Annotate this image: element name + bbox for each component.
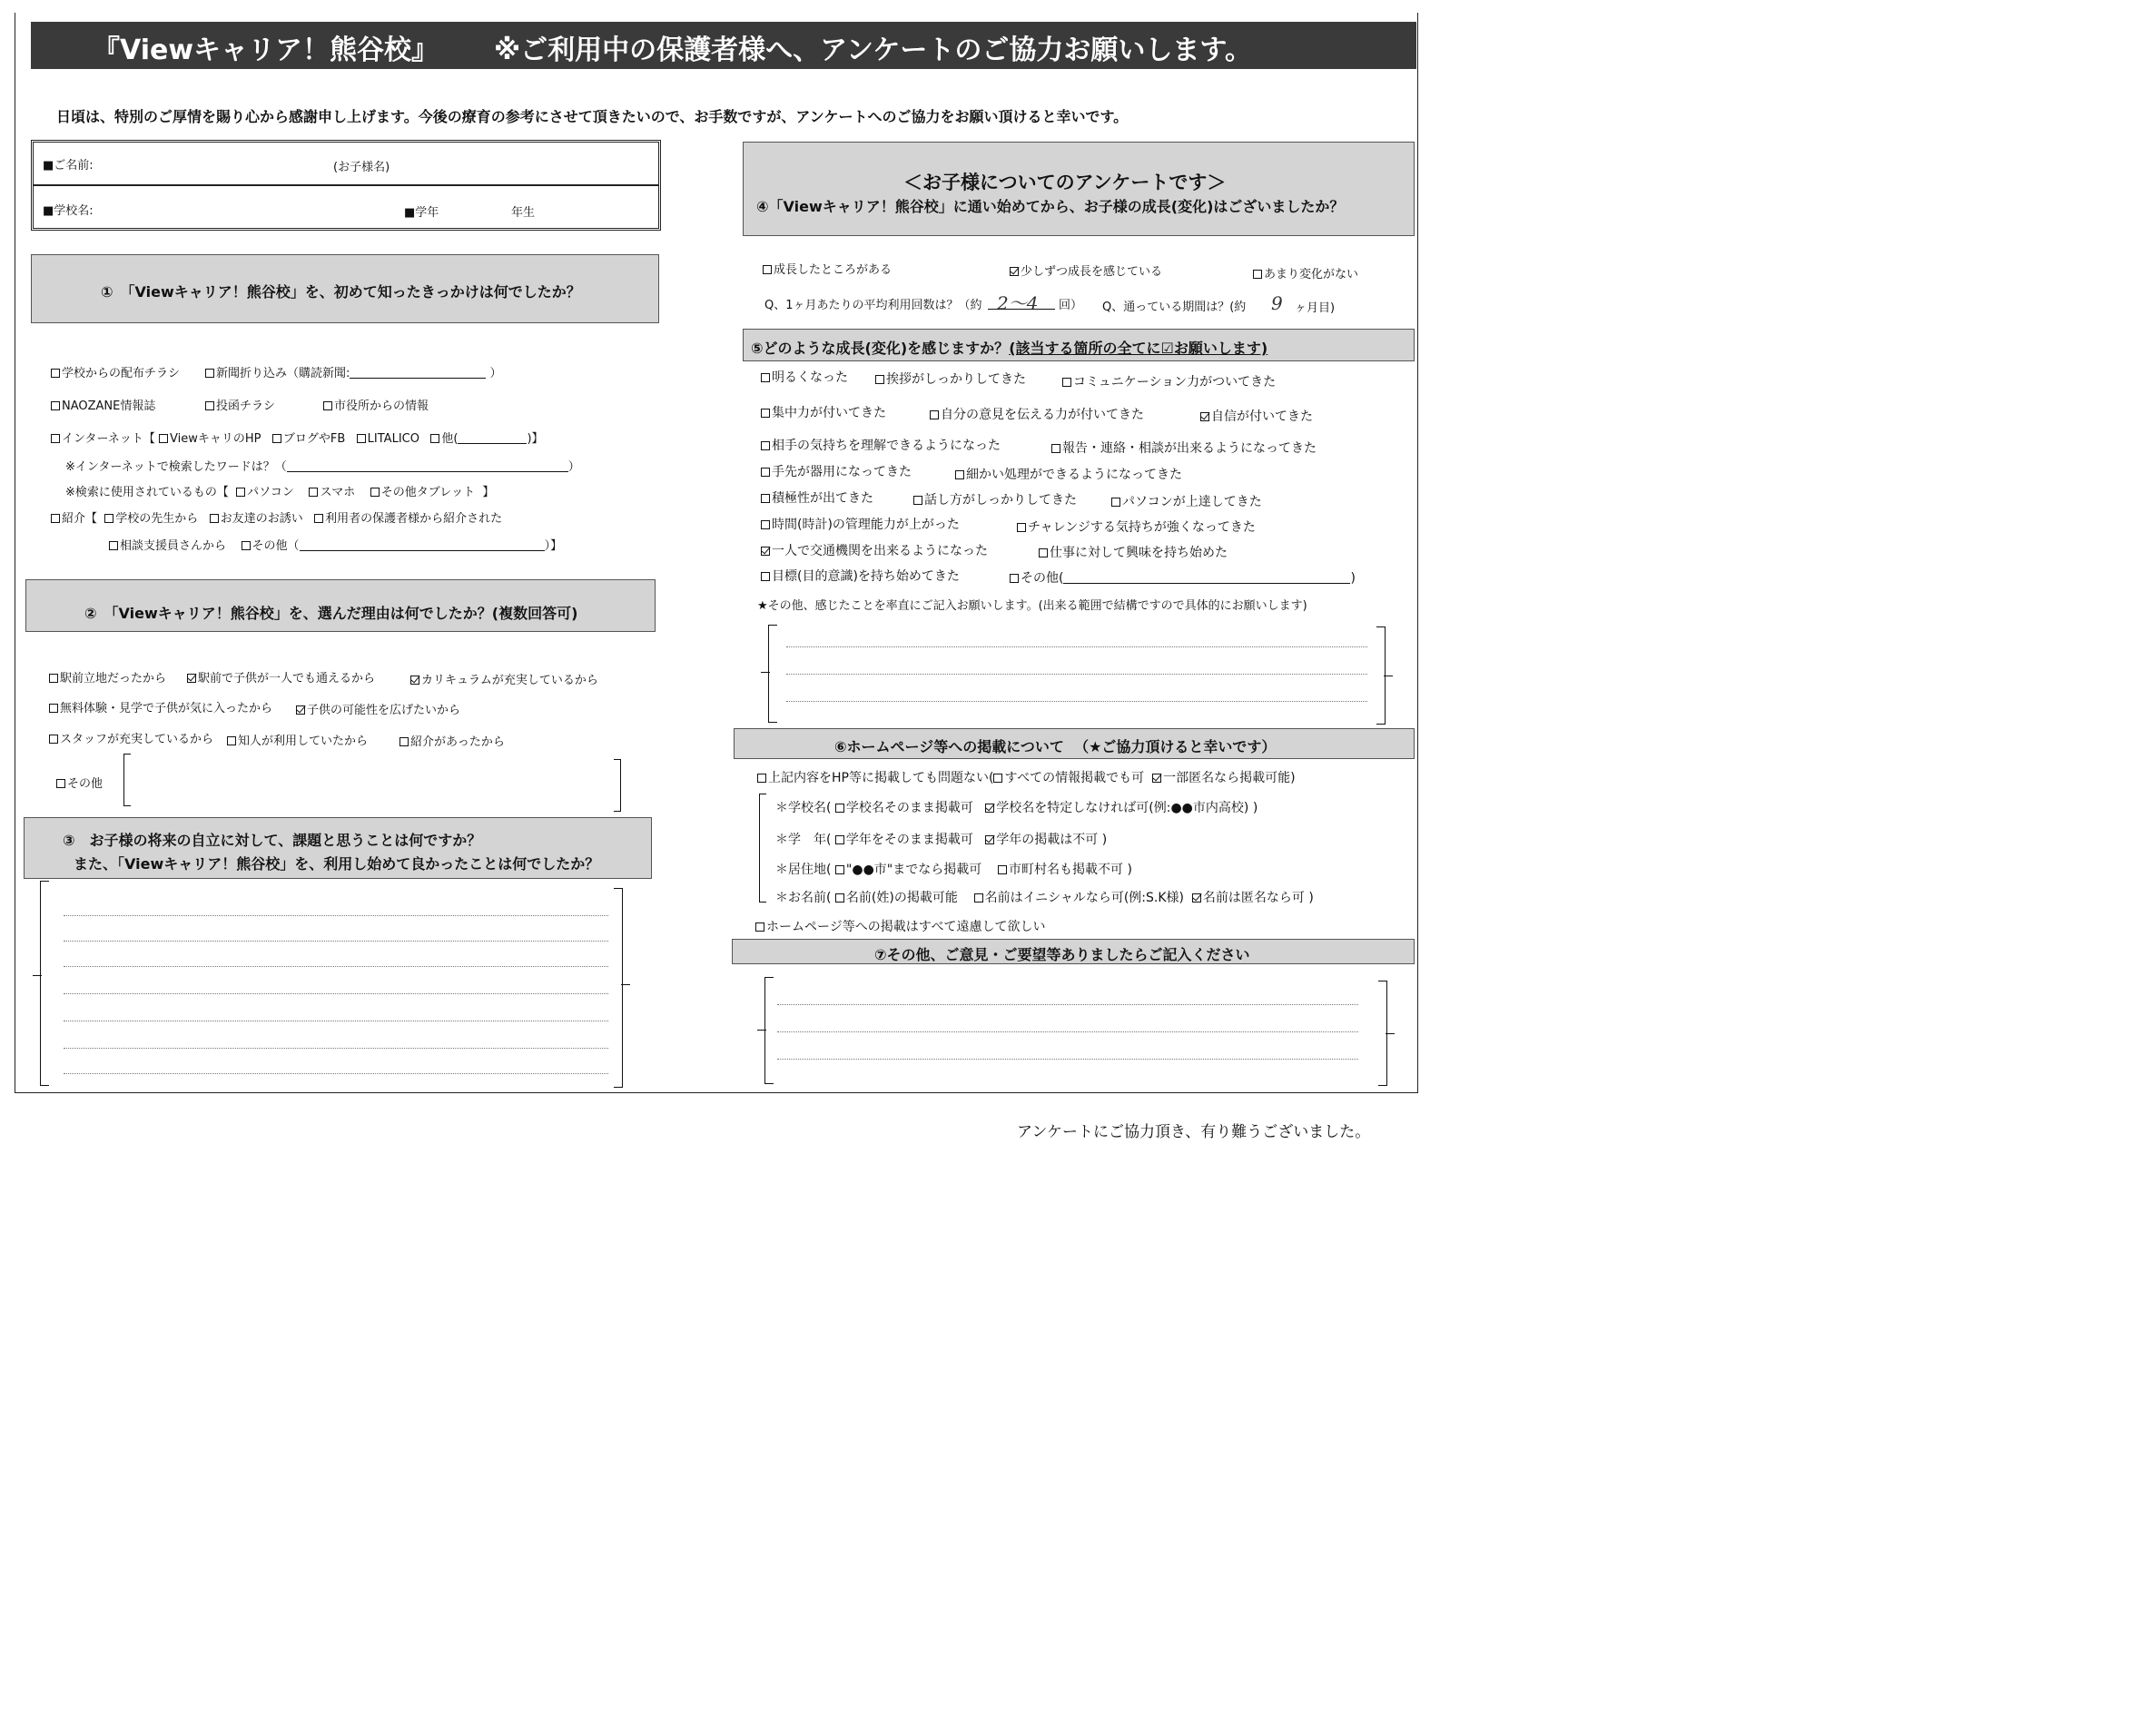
q1-option-newspaper[interactable]: 新聞折り込み（購読新聞: ） [205, 363, 502, 380]
checked-checkbox-icon[interactable] [985, 835, 994, 844]
q5-title: ⑤どのような成長(変化)を感じますか？(該当する箇所の全てに☑お願いします) [751, 340, 1268, 357]
q5-item-focus[interactable]: 集中力が付いてきた [761, 403, 886, 421]
q4-heading: ＜お子様についてのアンケートです＞ [903, 172, 1227, 193]
checked-checkbox-icon[interactable] [1192, 893, 1201, 903]
q3-line [64, 966, 608, 967]
q2-option-potential[interactable]: 子供の可能性を広げたいから [296, 700, 460, 717]
checkbox-icon[interactable] [370, 488, 380, 497]
name-row [34, 143, 658, 186]
checkbox-icon[interactable] [1017, 523, 1026, 532]
q4-header [743, 142, 1415, 236]
q1-option-referral[interactable]: 紹介【 学校の先生から お友達のお誘い 利用者の保護者様から紹介された [51, 508, 502, 526]
q6-option-refuse[interactable]: ホームページ等への掲載はすべて遠慮して欲しい [755, 917, 1045, 935]
intro-text: 日頃は、特別のご厚情を賜り心から感謝申し上げます。今後の療育の参考にさせて頂きたいので、お手数ですが、アンケートへのご協力をお願い頂けると幸いです。 [56, 108, 1129, 125]
q2-title: ② 「Viewキャリア！熊谷校」を、選んだ理由は何でしたか？(複数回答可) [84, 605, 578, 622]
q4-period: Q、通っている期間は？(約 [1102, 301, 1247, 314]
q5-item-communication[interactable]: コミュニケーション力がついてきた [1062, 372, 1276, 390]
q5-item-pc[interactable]: パソコンが上達してきた [1111, 492, 1262, 510]
checkbox-icon[interactable] [309, 488, 318, 497]
checkbox-icon[interactable] [761, 494, 770, 503]
checkbox-icon[interactable] [835, 804, 844, 813]
q4-frequency-unit: 回） [1059, 299, 1083, 312]
q7-header [732, 939, 1415, 964]
q4-option-no-change[interactable]: あまり変化がない [1253, 264, 1358, 281]
q5-item-speech[interactable]: 話し方がしっかりしてきた [913, 490, 1077, 508]
checked-checkbox-icon[interactable] [761, 547, 770, 556]
q7-bracket-left [764, 977, 774, 1084]
q2-option-staff[interactable]: スタッフが充実しているから [49, 729, 213, 746]
checked-checkbox-icon[interactable] [187, 674, 196, 683]
q3-bracket-right [614, 888, 623, 1088]
q7-line [777, 1031, 1358, 1032]
q5-item-confidence[interactable]: 自信が付いてきた [1200, 407, 1313, 425]
checkbox-icon[interactable] [974, 893, 983, 903]
q3-line [64, 915, 608, 916]
q5-item-challenge[interactable]: チャレンジする気持ちが強くなってきた [1017, 518, 1256, 536]
checkbox-icon[interactable] [835, 835, 844, 844]
grade-label: ■学年 [404, 206, 439, 220]
q3-bracket-tick [621, 984, 630, 985]
q5-item-bright[interactable]: 明るくなった [761, 368, 848, 386]
q5-item-empathy[interactable]: 相手の気持ちを理解できるようになった [761, 436, 1001, 454]
q3-line [64, 1048, 608, 1049]
checkbox-icon[interactable] [761, 572, 770, 581]
q3-bracket-left [40, 881, 49, 1086]
q4-frequency: Q、1ヶ月あたりの平均利用回数は？（約 [764, 299, 982, 312]
checked-checkbox-icon[interactable] [1010, 267, 1019, 276]
checkbox-icon[interactable] [272, 434, 281, 443]
q5-item-detail[interactable]: 細かい処理ができるようになってきた [955, 465, 1182, 483]
q1-option-posting-flyer[interactable]: 投函チラシ [205, 396, 275, 413]
q6-school: ＊学校名( 学校名そのまま掲載可 学校名を特定しなければ可(例:●●市内高校) ) [775, 801, 1258, 815]
q6-option-ok[interactable]: 上記内容をHP等に掲載しても問題ない( すべての情報掲載でも可 一部匿名なら掲載可能) [757, 768, 1296, 786]
q1-option-internet[interactable]: インターネット【 ViewキャリのHP ブログやFB LITALICO 他( )】 [51, 429, 544, 446]
q2-other-bracket-left [123, 754, 131, 806]
checkbox-icon[interactable] [993, 774, 1002, 783]
checkbox-icon[interactable] [930, 410, 939, 419]
checkbox-icon[interactable] [323, 401, 332, 410]
q5-item-initiative[interactable]: 積極性が出てきた [761, 488, 873, 507]
q1-search-word[interactable]: ※インターネットで検索したワードは？（ ） [65, 460, 580, 474]
checked-checkbox-icon[interactable] [985, 804, 994, 813]
q4-period-value[interactable]: 9 [1271, 292, 1283, 314]
thanks-message: アンケートにご協力頂き、有り難うございました。 [1017, 1123, 1371, 1141]
checkbox-icon[interactable] [236, 488, 245, 497]
request-title: ※ご利用中の保護者様へ、アンケートのご協力お願いします。 [494, 35, 1252, 66]
q3-line [64, 993, 608, 994]
q5-item-report[interactable]: 報告・連絡・相談が出来るようになってきた [1051, 439, 1317, 457]
checkbox-icon[interactable] [761, 468, 770, 477]
checkbox-icon[interactable] [51, 514, 60, 523]
q5-item-dexterity[interactable]: 手先が器用になってきた [761, 462, 912, 480]
checkbox-icon[interactable] [109, 541, 118, 550]
q2-option-other[interactable]: その他 [56, 774, 103, 791]
checkbox-icon[interactable] [210, 514, 219, 523]
checkbox-icon[interactable] [104, 514, 113, 523]
name-label: ■ご名前: [43, 159, 94, 173]
checkbox-icon[interactable] [399, 737, 409, 746]
q2-other-bracket-right [614, 759, 621, 812]
q5-item-work[interactable]: 仕事に対して興味を持ち始めた [1039, 543, 1228, 561]
q7-line [777, 1059, 1358, 1060]
child-name-label: (お子様名) [333, 161, 390, 174]
checkbox-icon[interactable] [357, 434, 366, 443]
checkbox-icon[interactable] [205, 401, 214, 410]
q2-option-trial[interactable]: 無料体験・見学で子供が気に入ったから [49, 698, 272, 715]
checkbox-icon[interactable] [1051, 444, 1060, 453]
q1-title: ① 「Viewキャリア！熊谷校」を、初めて知ったきっかけは何でしたか？ [101, 283, 581, 301]
q4-frequency-value[interactable]: 2〜4 [997, 292, 1039, 314]
checkbox-icon[interactable] [875, 375, 884, 384]
checkbox-icon[interactable] [1111, 498, 1120, 507]
checkbox-icon[interactable] [755, 922, 764, 932]
checkbox-icon[interactable] [1039, 548, 1048, 557]
checked-checkbox-icon[interactable] [296, 705, 305, 715]
checkbox-icon[interactable] [314, 514, 323, 523]
q5-item-opinion[interactable]: 自分の意見を伝える力が付いてきた [930, 405, 1144, 423]
q1-option-city-hall[interactable]: 市役所からの情報 [323, 396, 429, 413]
q6-header [734, 728, 1415, 759]
title-bar [31, 22, 1416, 69]
checkbox-icon[interactable] [49, 704, 58, 713]
checkbox-icon[interactable] [1010, 574, 1019, 583]
name-box [31, 140, 661, 231]
q1-search-device: ※検索に使用されているもの【 パソコン スマホ その他タブレット 】 [65, 486, 495, 499]
q2-option-acquaintance[interactable]: 知人が利用していたから [227, 731, 368, 748]
checkbox-icon[interactable] [49, 735, 58, 744]
checkbox-icon[interactable] [761, 441, 770, 450]
q6-name: ＊お名前( 名前(姓)の掲載可能 名前はイニシャルなら可(例:S.K様) 名前は匿名なら可 ) [775, 891, 1314, 905]
checked-checkbox-icon[interactable] [1152, 774, 1161, 783]
q2-header [25, 579, 656, 632]
q3-line [64, 1073, 608, 1074]
q6-grade: ＊学 年( 学年をそのまま掲載可 学年の掲載は不可 ) [775, 833, 1108, 847]
q7-line [777, 1004, 1358, 1005]
q5-item-time[interactable]: 時間(時計)の管理能力が上がった [761, 515, 960, 533]
checkbox-icon[interactable] [242, 541, 251, 550]
q3-line [64, 941, 608, 942]
q2-option-curriculum[interactable]: カリキュラムが充実しているから [410, 670, 598, 687]
school-label: ■学校名: [43, 204, 94, 218]
q5-line [786, 701, 1367, 702]
q1-option-naozane[interactable]: NAOZANE情報誌 [51, 396, 155, 413]
checkbox-icon[interactable] [761, 520, 770, 529]
q6-bracket-left [759, 794, 766, 903]
q2-option-alone[interactable]: 駅前で子供が一人でも通えるから [187, 668, 375, 686]
q3-bracket-tick [33, 975, 42, 976]
checkbox-icon[interactable] [430, 434, 439, 443]
q5-item-other[interactable]: その他( ) [1010, 568, 1356, 587]
q6-title: ⑥ホームページ等への掲載について （★ご協力頂けると幸いです） [834, 738, 1277, 755]
q1-option-referral-2[interactable]: 相談支援員さんから その他（ ）】 [109, 536, 562, 553]
checkbox-icon[interactable] [49, 674, 58, 683]
checkbox-icon[interactable] [835, 865, 844, 874]
q7-bracket-tick [1386, 1033, 1395, 1034]
q1-header [31, 254, 659, 323]
checkbox-icon[interactable] [1253, 270, 1262, 279]
q5-line [786, 674, 1367, 675]
checkbox-icon[interactable] [955, 470, 964, 479]
q7-bracket-tick [757, 1030, 766, 1031]
q4-title: ④「Viewキャリア！熊谷校」に通い始めてから、お子様の成長(変化)はございましたか？ [756, 198, 1345, 215]
q1-option-school-flyer[interactable]: 学校からの配布チラシ [51, 363, 180, 380]
checked-checkbox-icon[interactable] [1200, 412, 1209, 421]
q3-header [24, 817, 652, 879]
checkbox-icon[interactable] [763, 265, 772, 274]
checkbox-icon[interactable] [205, 369, 214, 378]
checkbox-icon[interactable] [761, 409, 770, 418]
q7-title: ⑦その他、ご意見・ご要望等ありましたらご記入ください [874, 946, 1250, 963]
checkbox-icon[interactable] [1062, 378, 1071, 387]
checked-checkbox-icon[interactable] [410, 676, 419, 685]
grade-unit: 年生 [511, 206, 536, 220]
q4-period-unit: ヶ月目) [1295, 301, 1336, 315]
q4-option-grown[interactable]: 成長したところがある [763, 260, 892, 277]
q5-header [743, 329, 1415, 361]
checkbox-icon[interactable] [227, 736, 236, 745]
checkbox-icon[interactable] [835, 893, 844, 903]
checkbox-icon[interactable] [56, 779, 65, 788]
school-row [34, 188, 658, 232]
q5-line [786, 646, 1367, 647]
checkbox-icon[interactable] [51, 434, 60, 443]
checkbox-icon[interactable] [761, 373, 770, 382]
q5-note: ★その他、感じたことを率直にご記入お願いします。(出来る範囲で結構ですので具体的にお願いします) [757, 599, 1307, 613]
checkbox-icon[interactable] [913, 496, 922, 505]
q4-option-gradual[interactable]: 少しずつ成長を感じている [1010, 261, 1162, 279]
q5-item-goal[interactable]: 目標(目的意識)を持ち始めてきた [761, 567, 960, 585]
q5-item-greeting[interactable]: 挨拶がしっかりしてきた [875, 370, 1026, 388]
school-title: 『Viewキャリア！熊谷校』 [93, 35, 439, 66]
q3-title-1: ③ お子様の将来の自立に対して、課題と思うことは何ですか？ [63, 832, 482, 849]
q4-frequency-underline [988, 309, 1055, 310]
q2-option-referral[interactable]: 紹介があったから [399, 732, 505, 749]
q6-residence: ＊居住地( "●●市"までなら掲載可 市町村名も掲載不可 ) [775, 863, 1132, 877]
checkbox-icon[interactable] [51, 401, 60, 410]
q5-bracket-left [768, 625, 777, 723]
checkbox-icon[interactable] [51, 369, 60, 378]
checkbox-icon[interactable] [998, 865, 1007, 874]
q5-bracket-tick [761, 672, 770, 673]
q3-title-2: また、「Viewキャリア！熊谷校」を、利用し始めて良かったことは何でしたか？ [74, 855, 600, 873]
q5-item-transport[interactable]: 一人で交通機関を出来るようになった [761, 541, 988, 559]
q2-option-station[interactable]: 駅前立地だったから [49, 668, 166, 686]
checkbox-icon[interactable] [757, 774, 766, 783]
checkbox-icon[interactable] [159, 434, 168, 443]
